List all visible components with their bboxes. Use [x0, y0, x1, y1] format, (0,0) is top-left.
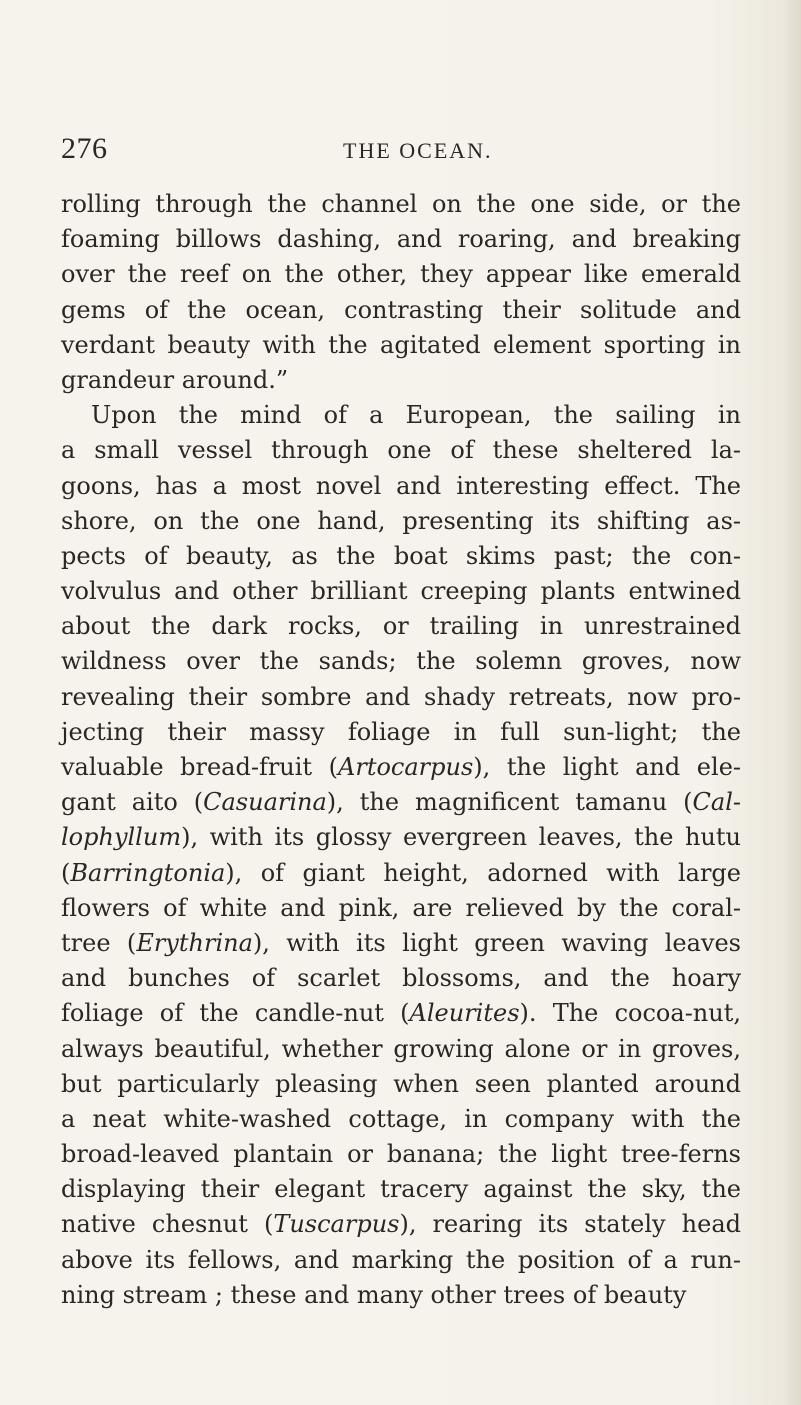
text-segment: jecting their massy foliage in full sun-light; the: [61, 717, 741, 746]
text-segment: over the reef on the other, they appear like emerald: [61, 260, 741, 289]
text-segment: valuable bread-fruit (: [61, 753, 339, 781]
text-segment: (: [61, 858, 71, 887]
text-segment: volvulus and other brilliant creeping plants entwined: [61, 577, 741, 606]
text-segment: rolling through the channel on the one side, or the: [61, 190, 741, 218]
text-line: [61, 609, 741, 644]
text-line: [61, 433, 741, 468]
text-line: [61, 961, 741, 996]
text-segment: foaming billows dashing, and roaring, and breaking: [61, 225, 741, 254]
text-line: [61, 1137, 741, 1172]
text-line: [61, 750, 741, 785]
text-segment: ), with its glossy evergreen leaves, the hutu: [181, 823, 741, 852]
text-line: [61, 574, 741, 609]
text-segment: grandeur around.”: [61, 365, 289, 394]
text-segment: pects of beauty, as the boat skims past; the con-: [61, 541, 741, 570]
text-segment: displaying their elegant tracery against the sky, the: [61, 1175, 741, 1204]
text-line: [61, 996, 741, 1031]
text-line: [61, 539, 741, 574]
text-segment: Upon the mind of a European, the sailing in: [91, 401, 741, 430]
text-segment: a small vessel through one of these sheltered la-: [61, 436, 741, 465]
page-header: [61, 132, 741, 172]
text-line: [61, 891, 741, 926]
text-segment: broad-leaved plantain or banana; the light tree-ferns: [61, 1140, 741, 1169]
text-segment: ), the light and ele-: [473, 753, 742, 781]
text-line: [61, 644, 741, 679]
body-text: [61, 187, 741, 1313]
text-line: [61, 1172, 741, 1207]
text-line: [61, 1243, 741, 1278]
text-line: [61, 328, 741, 363]
text-line: [61, 187, 741, 222]
italic-term: Casuarina: [203, 788, 327, 817]
text-segment: ), the magnificent tamanu (: [326, 788, 693, 817]
text-line: [61, 469, 741, 504]
text-segment: ). The cocoa-nut,: [519, 999, 741, 1028]
text-segment: gant aito (: [61, 788, 204, 817]
text-segment: ), with its light green waving leaves: [252, 928, 742, 957]
text-line: [61, 680, 741, 715]
text-segment: ), of giant height, adorned with large: [225, 858, 741, 887]
italic-term: Tuscarpus: [273, 1210, 400, 1239]
text-line: [61, 856, 741, 891]
text-line: [61, 257, 741, 292]
text-segment: foliage of the candle-nut (: [61, 999, 410, 1028]
text-line: [61, 820, 741, 855]
text-line: [61, 926, 741, 961]
text-line: [61, 1032, 741, 1067]
text-segment: about the dark rocks, or trailing in unrestrained: [61, 612, 741, 641]
text-line: [61, 785, 741, 820]
text-segment: flowers of white and pink, are relieved by the coral-: [61, 893, 741, 922]
text-line: [61, 1207, 741, 1242]
text-line: [61, 398, 741, 433]
running-head: THE OCEAN.: [343, 138, 493, 163]
text-line: [61, 1102, 741, 1137]
page-number: 276: [61, 132, 108, 165]
text-segment: a neat white-washed cottage, in company with the: [61, 1104, 741, 1133]
text-line: [61, 222, 741, 257]
text-segment: verdant beauty with the agitated element sporting in: [61, 330, 741, 359]
text-segment: tree (: [61, 928, 137, 957]
italic-term: Barringtonia: [70, 858, 226, 887]
text-segment: shore, on the one hand, presenting its shifting as-: [61, 506, 741, 535]
text-segment: always beautiful, whether growing alone or in groves,: [61, 1034, 741, 1063]
text-segment: ning stream ; these and many other trees of beauty: [61, 1280, 687, 1309]
text-segment: ), rearing its stately head: [399, 1210, 741, 1239]
italic-term: Aleurites: [409, 999, 520, 1028]
text-segment: revealing their sombre and shady retreats, now pro-: [61, 682, 741, 711]
italic-term: Cal-: [692, 788, 741, 817]
text-segment: goons, has a most novel and interesting effect. The: [61, 471, 741, 500]
page-edge-shadow: [783, 0, 801, 1405]
text-line: [61, 504, 741, 539]
text-segment: but particularly pleasing when seen planted around: [61, 1069, 741, 1098]
italic-term: Artocarpus: [338, 753, 474, 781]
text-line: [61, 715, 741, 750]
text-segment: above its fellows, and marking the position of a run-: [61, 1245, 741, 1274]
text-line: [61, 293, 741, 328]
text-segment: gems of the ocean, contrasting their solitude and: [61, 295, 741, 324]
text-line: [61, 363, 741, 398]
text-segment: and bunches of scarlet blossoms, and the hoary: [61, 964, 741, 993]
italic-term: Erythrina: [136, 928, 253, 957]
text-line: [61, 1067, 741, 1102]
italic-term: lophyllum: [61, 823, 182, 852]
text-segment: native chesnut (: [61, 1210, 274, 1239]
text-line: [61, 1278, 741, 1313]
text-segment: wildness over the sands; the solemn groves, now: [61, 647, 741, 676]
